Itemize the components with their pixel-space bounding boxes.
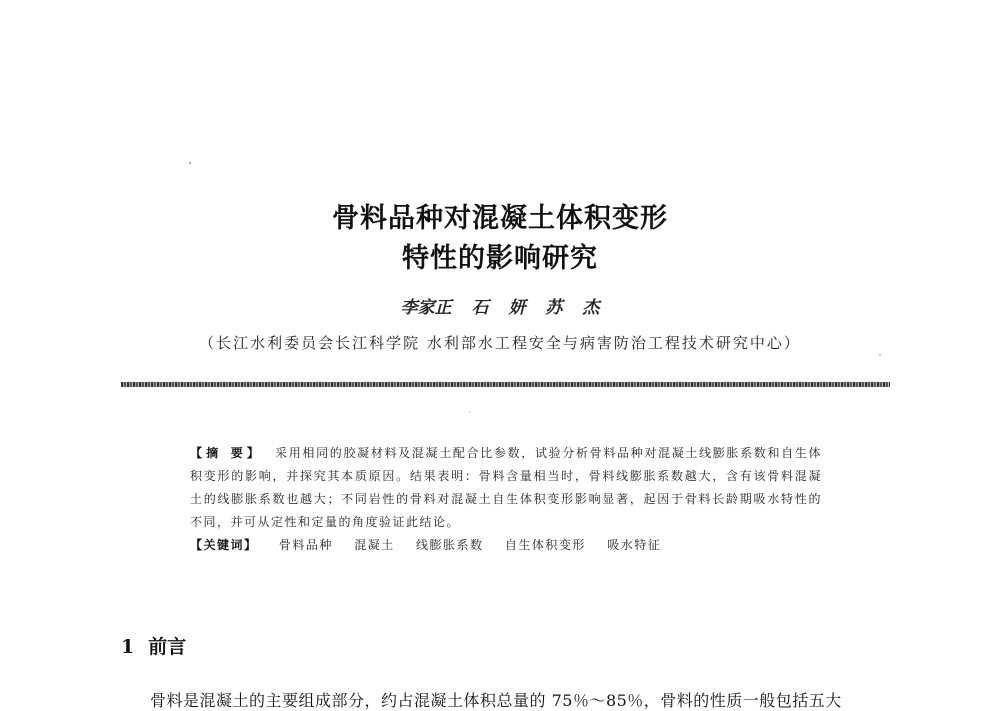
section-number: 1 xyxy=(121,636,135,658)
abstract-label: 【摘 要】 xyxy=(190,446,264,460)
keywords-label: 【关键词】 xyxy=(190,538,258,552)
keyword-item: 线膨胀系数 xyxy=(416,538,484,552)
author-name: 苏 杰 xyxy=(545,298,600,318)
keyword-item: 吸水特征 xyxy=(607,538,662,552)
paper-title-line-1: 骨料品种对混凝土体积变形 xyxy=(332,203,668,234)
keyword-item: 自生体积变形 xyxy=(504,538,586,552)
keyword-item: 混凝土 xyxy=(354,538,395,552)
author-name: 石 妍 xyxy=(471,298,526,318)
author-name: 李家正 xyxy=(400,298,452,318)
keyword-item: 骨料品种 xyxy=(278,538,333,552)
abstract-text: 采用相同的胶凝材料及混凝土配合比参数，试验分析骨料品种对混凝土线膨胀系数和自生体积变形的影响，并探究其本质原因。结果表明：骨料含量相当时，骨料线膨胀系数越大，含有该骨料混凝土的线膨胀系数也越大；不同岩性的骨料对混凝土自生体积变形影响显著，起因于骨料长龄期吸水特性的不同，并可从定性和定量的角度验证此结论。 xyxy=(190,446,822,529)
paper-title-line-2: 特性的影响研究 xyxy=(402,243,598,274)
section-title: 前言 xyxy=(148,636,187,658)
author-affiliation: （长江水利委员会长江科学院 水利部水工程安全与病害防治工程技术研究中心） xyxy=(199,334,801,352)
body-paragraph-first-line: 骨料是混凝土的主要组成部分，约占混凝土体积总量的 75％～85％，骨料的性质一般包括五大 xyxy=(150,691,842,710)
